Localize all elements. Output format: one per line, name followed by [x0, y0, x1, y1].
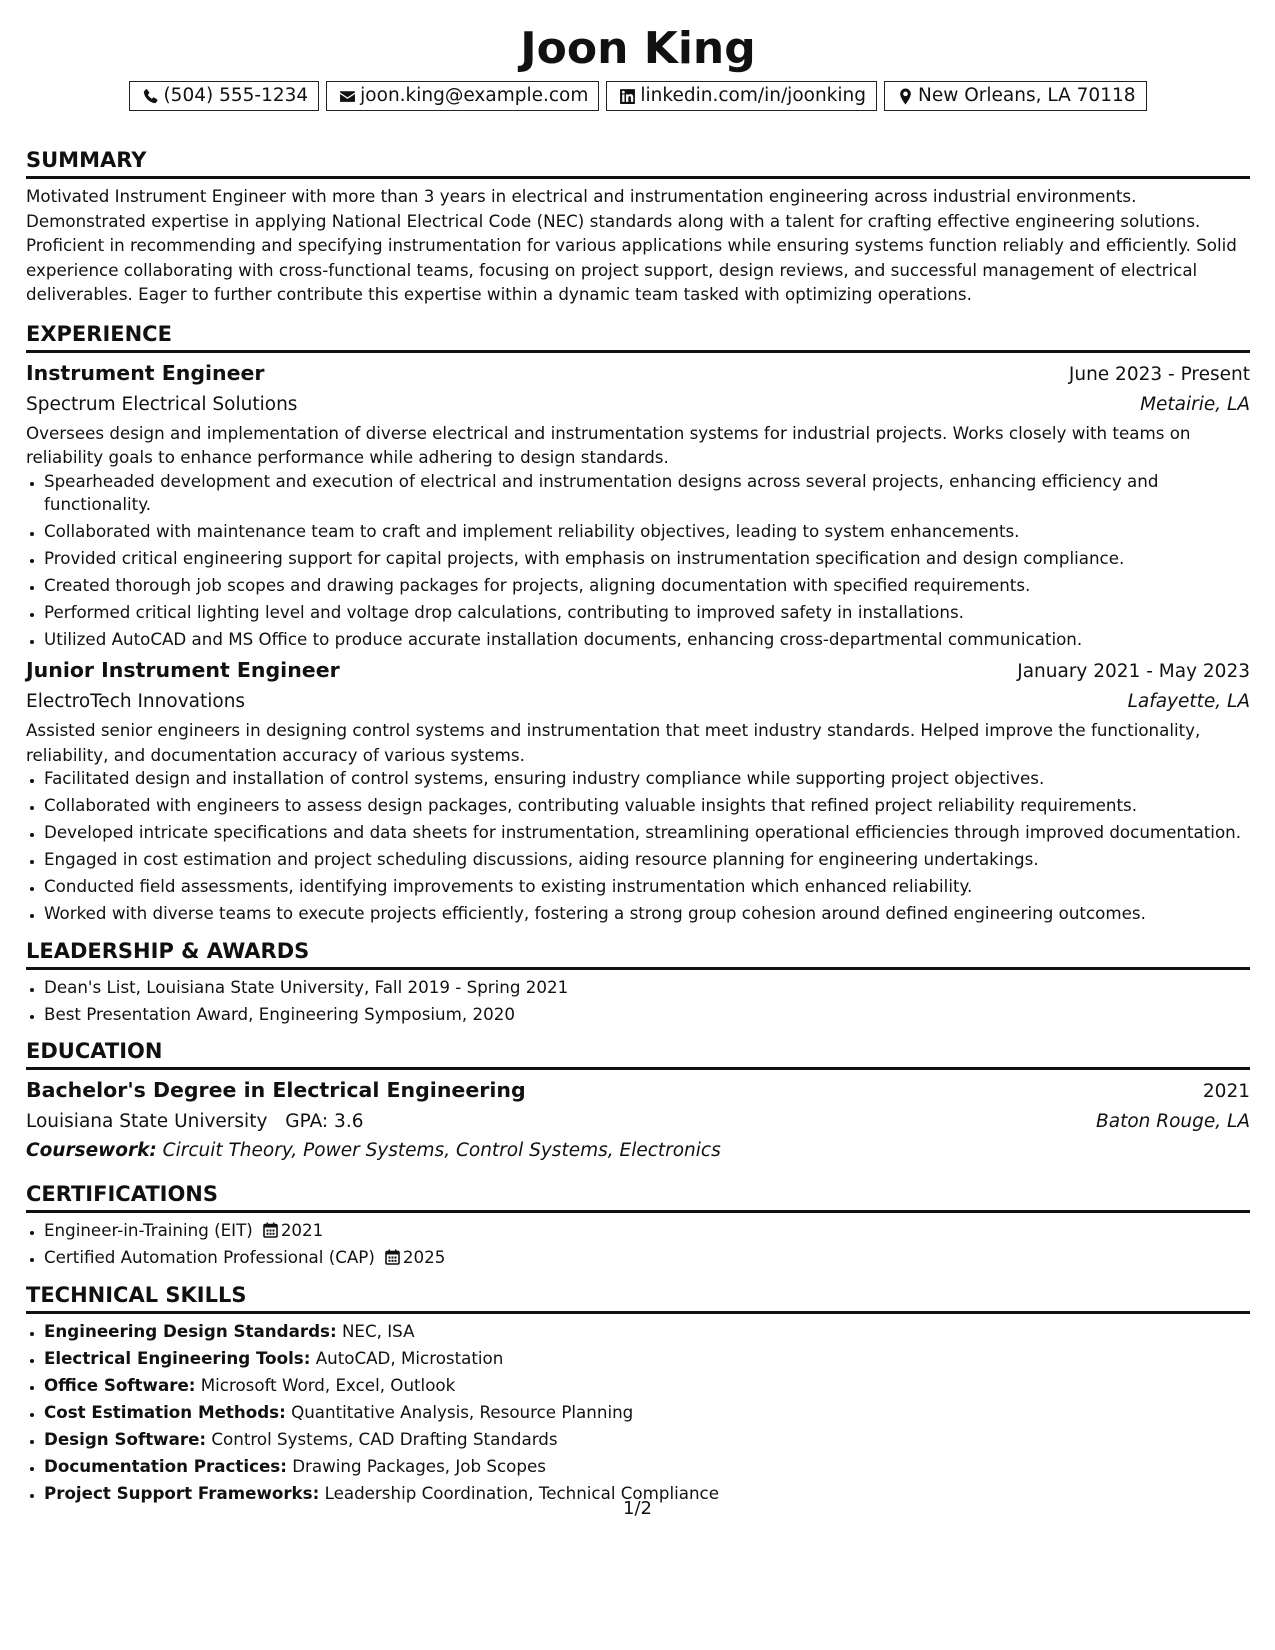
skill-label: Engineering Design Standards:	[44, 1320, 337, 1341]
list-item: • Collaborated with engineers to assess design packages, contributing valuable insights that refined project reliability requirements.	[44, 794, 1250, 818]
skill-label: Cost Estimation Methods:	[44, 1401, 286, 1422]
certification-year: 2021	[280, 1220, 324, 1240]
skill-label: Design Software:	[44, 1428, 207, 1449]
certifications-section	[26, 1181, 1250, 1270]
skill-value: NEC, ISA	[341, 1320, 415, 1341]
job-description: Oversees design and implementation of diverse electrical and instrumentation systems for industrial projects. Works closely with teams on reliability goals to enhance performance while adhering to design standards.	[26, 422, 1191, 467]
job-description: Assisted senior engineers in designing control systems and instrumentation that meet industry standards. Helped improve the functionality, reliability, and documentation accuracy of various systems.	[26, 720, 1201, 765]
list-item: • Best Presentation Award, Engineering Symposium, 2020	[44, 1003, 1250, 1027]
section-title-skills: TECHNICAL SKILLS	[26, 1282, 1250, 1314]
certification-name: Engineer-in-Training (EIT)	[44, 1220, 253, 1240]
summary-text: Motivated Instrument Engineer with more than 3 years in electrical and instrumentation engineering across industrial environments. Demonstrated expertise in applying National Electrical Code (NEC) standards along with a talent for crafting effective engineering solutions. Proficient in recommending and specifying instrumentation for various applications while ensuring systems function reliably and efficiently. Solid experience collaborating with cross-functional teams, focusing on project support, design reviews, and successful management of electrical deliverables. Eager to further contribute this expertise within a dynamic team tasked with optimizing operations.	[26, 186, 1237, 304]
education-degree: Bachelor's Degree in Electrical Engineering	[26, 1078, 526, 1102]
job-dates: June 2023 - Present	[1068, 363, 1250, 385]
education-gpa: GPA: 3.6	[285, 1111, 364, 1132]
section-title-leadership: LEADERSHIP & AWARDS	[26, 938, 1250, 970]
list-item: • Dean's List, Louisiana State University, Fall 2019 - Spring 2021	[44, 976, 1250, 1000]
contact-email[interactable]	[326, 81, 599, 111]
calendar-icon	[385, 1249, 400, 1265]
section-title-experience: EXPERIENCE	[26, 321, 1250, 353]
skill-value: Quantitative Analysis, Resource Planning	[291, 1401, 634, 1422]
candidate-name: Joon King	[520, 23, 756, 74]
job-location: Metairie, LA	[1140, 393, 1250, 415]
job-company: Spectrum Electrical Solutions	[26, 393, 298, 415]
summary-section	[26, 147, 1250, 307]
skill-value: Microsoft Word, Excel, Outlook	[200, 1374, 456, 1395]
section-title-education: EDUCATION	[26, 1038, 1250, 1070]
phone-text: (504) 555-1234	[163, 85, 309, 106]
map-pin-icon	[897, 88, 914, 105]
skills-section	[26, 1282, 1250, 1506]
job-entry	[26, 358, 1250, 652]
job-bullets	[26, 767, 1250, 926]
calendar-icon	[263, 1222, 278, 1238]
job-bullets	[26, 470, 1250, 652]
list-item: • Created thorough job scopes and drawing packages for projects, aligning documentation with specified requirements.	[44, 574, 1250, 598]
leadership-section	[26, 938, 1250, 1027]
skill-item	[44, 1374, 1250, 1398]
list-item: • Provided critical engineering support for capital projects, with emphasis on instrumentation specification and design compliance.	[44, 547, 1250, 571]
coursework-label: Coursework:	[26, 1140, 157, 1161]
list-item: • Conducted field assessments, identifying improvements to existing instrumentation which enhanced reliability.	[44, 875, 1250, 899]
list-item: • Developed intricate specifications and data sheets for instrumentation, streamlining operational efficiencies through improved documentation.	[44, 821, 1250, 845]
list-item: • Performed critical lighting level and voltage drop calculations, contributing to improved safety in installations.	[44, 601, 1250, 625]
skill-item	[44, 1455, 1250, 1479]
section-title-certifications: CERTIFICATIONS	[26, 1181, 1250, 1213]
leadership-list	[26, 976, 1250, 1027]
contact-linkedin[interactable]	[606, 81, 877, 111]
education-school: Louisiana State University	[26, 1111, 268, 1132]
list-item: • Utilized AutoCAD and MS Office to produce accurate installation documents, enhancing cross-departmental communication.	[44, 628, 1250, 652]
contact-location[interactable]	[884, 81, 1147, 111]
list-item: • Worked with diverse teams to execute projects efficiently, fostering a strong group cohesion around defined engineering outcomes.	[44, 902, 1250, 926]
email-text: joon.king@example.com	[360, 85, 589, 106]
contact-phone[interactable]	[129, 81, 319, 111]
experience-section	[26, 321, 1250, 926]
education-location: Baton Rouge, LA	[1096, 1111, 1250, 1132]
coursework-text: Circuit Theory, Power Systems, Control Systems, Electronics	[162, 1140, 721, 1161]
list-item: • Facilitated design and installation of control systems, ensuring industry compliance while supporting project objectives.	[44, 767, 1250, 791]
skill-item	[44, 1320, 1250, 1344]
job-dates: January 2021 - May 2023	[1017, 661, 1250, 682]
skill-label: Project Support Frameworks:	[44, 1482, 320, 1503]
list-item: • Collaborated with maintenance team to craft and implement reliability objectives, leading to system enhancements.	[44, 520, 1250, 544]
linkedin-text: linkedin.com/in/joonking	[640, 85, 867, 106]
list-item: • Spearheaded development and execution of electrical and instrumentation designs across several projects, enhancing efficiency and functionality.	[44, 470, 1250, 517]
skill-item	[44, 1347, 1250, 1371]
job-role: Instrument Engineer	[26, 360, 265, 385]
certifications-list	[26, 1219, 1250, 1270]
skill-label: Documentation Practices:	[44, 1455, 287, 1476]
skill-value: AutoCAD, Microstation	[315, 1347, 504, 1368]
list-item: • Engaged in cost estimation and project scheduling discussions, aiding resource planning for engineering undertakings.	[44, 848, 1250, 872]
skill-item	[44, 1401, 1250, 1425]
phone-icon	[142, 88, 159, 105]
education-year: 2021	[1202, 1081, 1250, 1102]
skill-label: Electrical Engineering Tools:	[44, 1347, 311, 1368]
skills-list	[26, 1320, 1250, 1506]
location-text: New Orleans, LA 70118	[918, 85, 1136, 106]
education-coursework	[26, 1136, 1250, 1165]
job-company: ElectroTech Innovations	[26, 691, 246, 712]
skill-item	[44, 1428, 1250, 1452]
job-location: Lafayette, LA	[1127, 691, 1250, 712]
list-item	[44, 1219, 1250, 1243]
certification-name: Certified Automation Professional (CAP)	[44, 1247, 375, 1267]
section-title-summary: SUMMARY	[26, 147, 1250, 179]
list-item	[44, 1246, 1250, 1270]
resume-page	[26, 22, 1250, 1509]
certification-year: 2025	[402, 1247, 446, 1267]
education-section	[26, 1038, 1250, 1165]
job-role: Junior Instrument Engineer	[26, 658, 340, 682]
skill-label: Office Software:	[44, 1374, 196, 1395]
contact-bar	[26, 81, 1250, 111]
job-entry	[26, 655, 1250, 926]
skill-value: Control Systems, CAD Drafting Standards	[211, 1428, 558, 1449]
skill-value: Drawing Packages, Job Scopes	[292, 1455, 546, 1476]
page-number: 1/2	[623, 1498, 652, 1519]
skill-value: Leadership Coordination, Technical Compliance	[324, 1482, 719, 1503]
linkedin-icon	[619, 88, 636, 105]
envelope-icon	[339, 88, 356, 105]
